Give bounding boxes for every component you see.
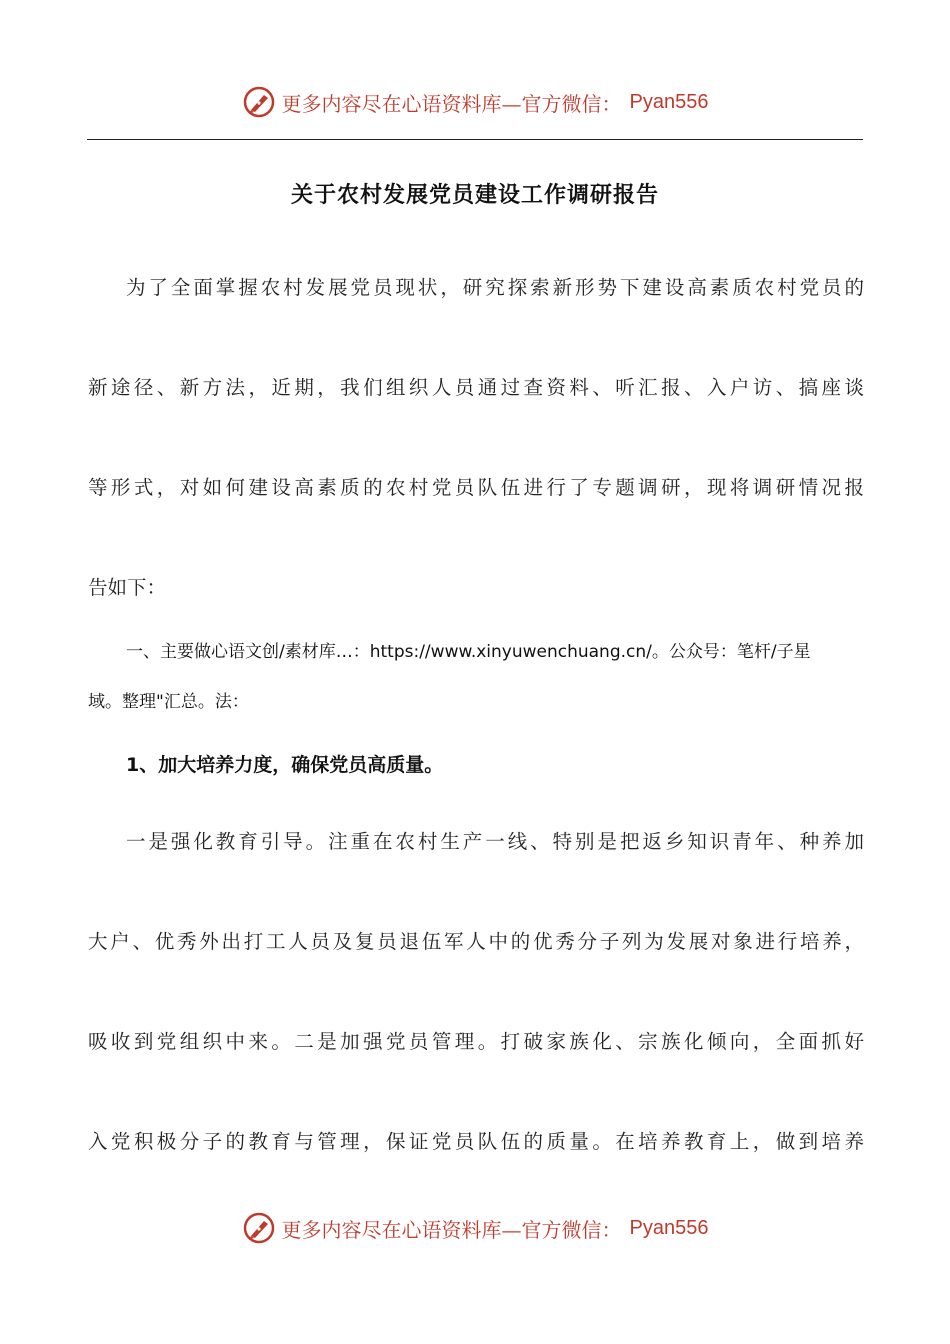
banner-wechat-id: Pyan556 bbox=[629, 1216, 709, 1239]
pen-nib-logo-icon bbox=[242, 85, 276, 119]
intro-line-2: 新途径、新方法，近期，我们组织人员通过查资料、听汇报、入户访、搞座谈 bbox=[88, 376, 864, 399]
section-one-line-1: 一、主要做心语文创/素材库…：https://www.xinyuwenchuang.cn/。公众号：笔杆/子星 bbox=[126, 642, 811, 662]
intro-line-1: 为了全面掌握农村发展党员现状，研究探索新形势下建设高素质农村党员的 bbox=[126, 276, 864, 299]
intro-line-4: 告如下： bbox=[88, 576, 167, 599]
page-title: 关于农村发展党员建设工作调研报告 bbox=[290, 183, 659, 208]
banner-wechat-id: Pyan556 bbox=[629, 90, 709, 113]
body-line-2: 大户、优秀外出打工人员及复员退伍军人中的优秀分子列为发展对象进行培养， bbox=[88, 930, 864, 953]
body-line-1: 一是强化教育引导。注重在农村生产一线、特别是把返乡知识青年、种养加 bbox=[126, 830, 864, 853]
banner-text: 更多内容尽在心语资料库—官方微信： bbox=[281, 91, 622, 116]
body-line-3: 吸收到党组织中来。二是加强党员管理。打破家族化、宗族化倾向，全面抓好 bbox=[88, 1030, 864, 1053]
footer-banner bbox=[0, 1208, 950, 1248]
intro-line-3: 等形式，对如何建设高素质的农村党员队伍进行了专题调研，现将调研情况报 bbox=[88, 476, 864, 499]
header-banner bbox=[0, 82, 950, 122]
header-rule bbox=[87, 139, 863, 140]
body-line-4: 入党积极分子的教育与管理，保证党员队伍的质量。在培养教育上，做到培养 bbox=[88, 1130, 864, 1153]
banner-text: 更多内容尽在心语资料库—官方微信： bbox=[281, 1217, 622, 1242]
heading-one: 1、加大培养力度，确保党员高质量。 bbox=[126, 754, 444, 776]
section-one-line-2: 域。整理"汇总。法： bbox=[88, 692, 249, 712]
pen-nib-logo-icon bbox=[242, 1211, 276, 1245]
